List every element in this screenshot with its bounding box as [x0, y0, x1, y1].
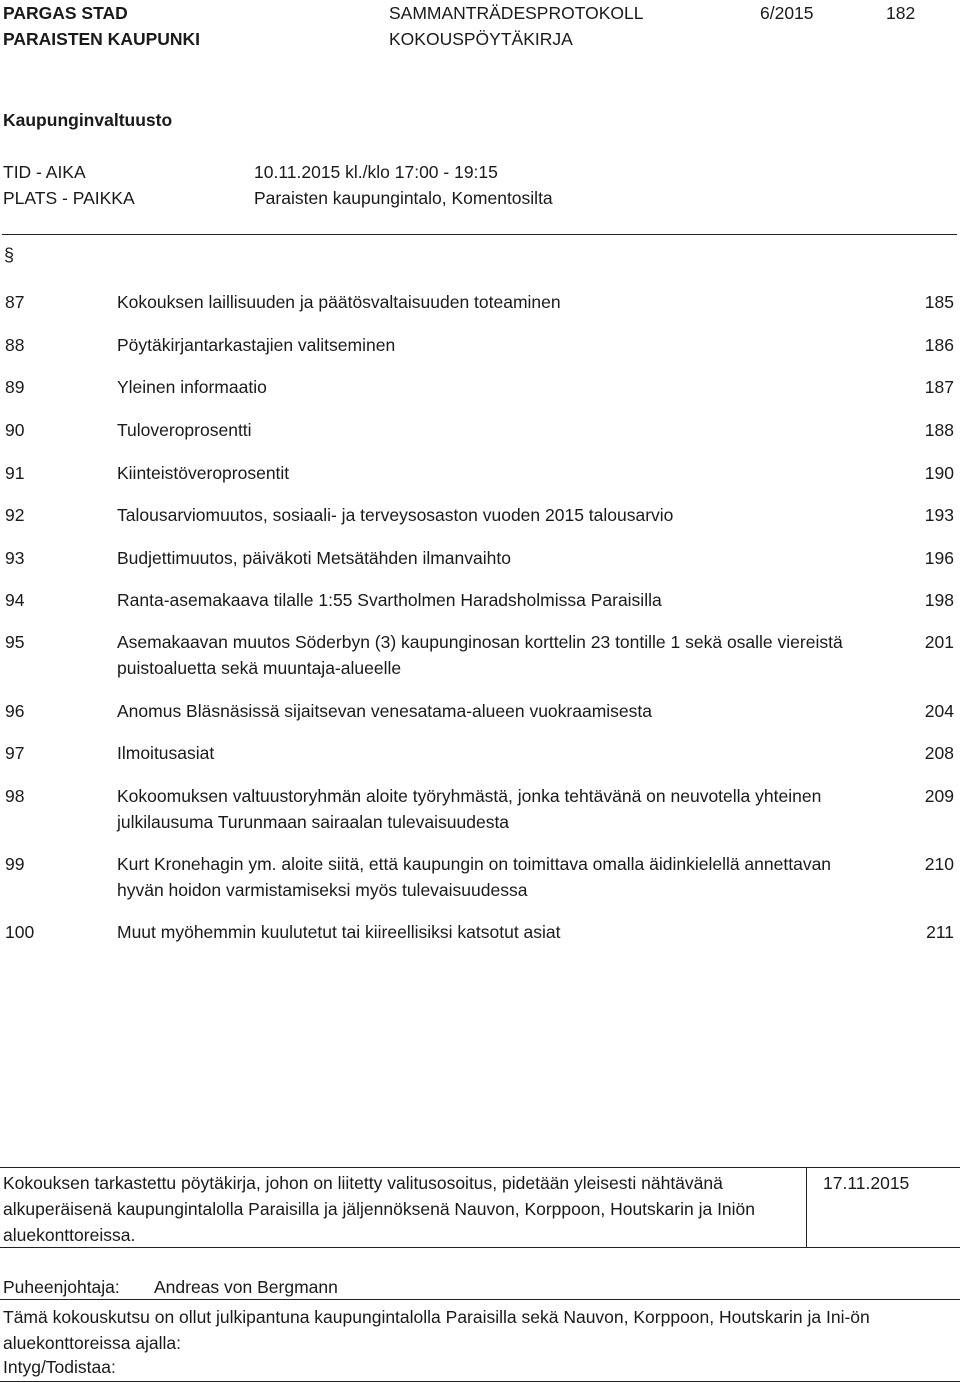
agenda-item-page: 204	[924, 701, 954, 721]
agenda-item-title: Budjettimuutos, päiväkoti Metsätähden ilmanvaihto	[117, 548, 511, 568]
time-label: TID - AIKA	[3, 162, 86, 182]
chair-name: Andreas von Bergmann	[154, 1277, 338, 1297]
agenda-item-number: 92	[5, 505, 25, 525]
agenda-item-page: 201	[924, 632, 954, 652]
agenda-item-number: 99	[5, 854, 25, 874]
agenda-item-page: 196	[924, 548, 954, 568]
inspected-notice: Kokouksen tarkastettu pöytäkirja, johon on liitetty valitusosoitus, pidetään yleisesti nähtävänä alkuperäisenä kaupungintalolla Paraisilla ja jäljennöksenä Nauvon, Korppoon, Houtskarin ja Iniön aluekonttoreissa.	[3, 1173, 756, 1245]
agenda-item-number: 90	[5, 420, 25, 440]
agenda-item-page: 209	[924, 786, 954, 806]
agenda-item-number: 98	[5, 786, 25, 806]
agenda-item-title: Asemakaavan muutos Söderbyn (3) kaupunginosan korttelin 23 tontille 1 sekä osalle viereistä puistoaluetta sekä muuntaja-alueelle	[117, 632, 843, 678]
footer-top-rule	[0, 1167, 960, 1168]
agenda-item-title: Ranta-asemakaava tilalle 1:55 Svartholmen Haradsholmissa Paraisilla	[117, 590, 662, 610]
issue-number: 6/2015	[760, 3, 814, 23]
place-label: PLATS - PAIKKA	[3, 188, 135, 208]
agenda-item-title: Kurt Kronehagin ym. aloite siitä, että kaupungin on toimittava omalla äidinkielellä annettavan hyvän hoidon varmistamiseksi myös tulevaisuudessa	[117, 854, 832, 900]
agenda-item-number: 100	[5, 922, 35, 942]
agenda-item-number: 95	[5, 632, 25, 652]
agenda-item-number: 94	[5, 590, 25, 610]
org-name-finnish: PARAISTEN KAUPUNKI	[3, 29, 201, 49]
agenda-item-number: 87	[5, 292, 25, 312]
footer-column-divider	[806, 1167, 807, 1247]
agenda-item-title: Kokouksen laillisuuden ja päätösvaltaisuuden toteaminen	[117, 292, 561, 312]
agenda-item-page: 186	[924, 335, 954, 355]
section-sign: §	[4, 245, 15, 265]
chair-rule	[0, 1299, 960, 1300]
inspected-date: 17.11.2015	[823, 1173, 910, 1193]
agenda-item-page: 187	[924, 377, 954, 397]
agenda-item-title: Tuloveroprosentti	[117, 420, 252, 440]
agenda-item-page: 193	[924, 505, 954, 525]
agenda-item-title: Anomus Bläsnäsissä sijaitsevan venesatama-alueen vuokraamisesta	[117, 701, 652, 721]
time-value: 10.11.2015 kl./klo 17:00 - 19:15	[254, 162, 498, 182]
body-name: Kaupunginvaltuusto	[3, 110, 173, 130]
agenda-item-title: Ilmoitusasiat	[117, 743, 215, 763]
agenda-item-page: 190	[924, 463, 954, 483]
header-divider	[2, 234, 957, 235]
agenda-item-title: Kiinteistöveroprosentit	[117, 463, 290, 483]
posting-notice: Tämä kokouskutsu on ollut julkipantuna kaupungintalolla Paraisilla sekä Nauvon, Korppoon, Houtskarin ja Ini-ön aluekonttoreissa ajalla:	[3, 1307, 870, 1353]
doc-type-swedish: SAMMANTRÄDESPROTOKOLL	[389, 3, 644, 23]
agenda-item-number: 96	[5, 701, 25, 721]
agenda-item-number: 89	[5, 377, 25, 397]
agenda-item-title: Muut myöhemmin kuulutetut tai kiireellisiksi katsotut asiat	[117, 922, 561, 942]
footer-bottom-rule	[0, 1381, 960, 1382]
page-number: 182	[886, 3, 916, 23]
footer-mid-rule	[0, 1247, 960, 1248]
org-name-swedish: PARGAS STAD	[3, 3, 128, 23]
agenda-item-number: 93	[5, 548, 25, 568]
chair-label: Puheenjohtaja:	[3, 1277, 120, 1297]
agenda-item-title: Yleinen informaatio	[117, 377, 267, 397]
agenda-item-title: Pöytäkirjantarkastajien valitseminen	[117, 335, 396, 355]
agenda-item-page: 198	[924, 590, 954, 610]
agenda-item-page: 208	[924, 743, 954, 763]
certify-label: Intyg/Todistaa:	[3, 1357, 116, 1377]
agenda-item-page: 211	[926, 922, 954, 942]
doc-type-finnish: KOKOUSPÖYTÄKIRJA	[389, 29, 573, 49]
agenda-item-number: 91	[5, 463, 25, 483]
agenda-item-title: Talousarviomuutos, sosiaali- ja terveysosaston vuoden 2015 talousarvio	[117, 505, 674, 525]
place-value: Paraisten kaupungintalo, Komentosilta	[254, 188, 553, 208]
agenda-item-page: 185	[924, 292, 954, 312]
agenda-item-title: Kokoomuksen valtuustoryhmän aloite työryhmästä, jonka tehtävänä on neuvotella yhteinen julkilausuma Turunmaan sairaalan tulevaisuudesta	[117, 786, 822, 832]
agenda-item-page: 210	[924, 854, 954, 874]
agenda-item-number: 88	[5, 335, 25, 355]
agenda-item-page: 188	[924, 420, 954, 440]
agenda-item-number: 97	[5, 743, 25, 763]
